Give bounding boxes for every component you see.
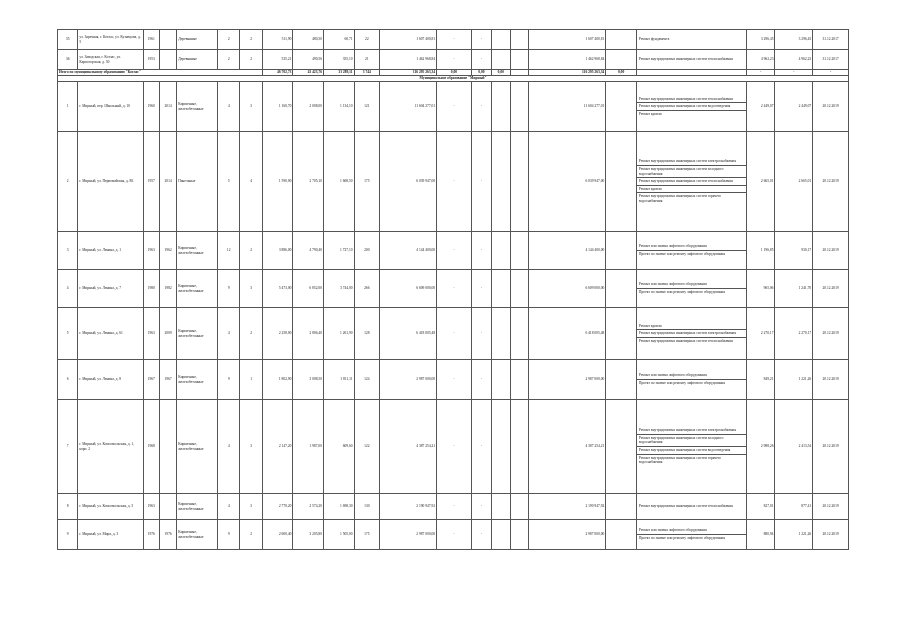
cell-cost: 6 609 000,00 — [380, 270, 437, 308]
cell-date: 20.12.2019 — [813, 270, 849, 308]
cell-no: 7 — [58, 400, 78, 494]
cell-e: 1 — [240, 360, 262, 400]
cell-e: 4 — [240, 132, 262, 232]
works-cell — [636, 50, 746, 70]
cell-f: 9 — [218, 270, 240, 308]
cell-y1: 1976 — [143, 520, 159, 550]
cell-no: 9 — [58, 520, 78, 550]
works-cell — [636, 82, 746, 132]
cell-c3 — [492, 82, 510, 132]
cell-c3 — [492, 50, 510, 70]
cell-c3 — [492, 270, 510, 308]
table-row — [58, 270, 849, 308]
table-row — [58, 494, 849, 520]
work-type: Ремонт внутридомовых инженерных систем водоотведения — [637, 446, 746, 454]
cell-res: 175 — [354, 520, 379, 550]
cell-c6 — [606, 132, 637, 232]
cell-addr: ул. Заводская, г. Котлас, ул. Карпогорская, д. 30 — [78, 50, 143, 70]
cell-res: 128 — [354, 308, 379, 360]
cell-c5: 4 387 254,21 — [528, 400, 605, 494]
cell-cost: 4 387 254,21 — [380, 400, 437, 494]
cell-c1: - — [437, 132, 472, 232]
cell-cost: 11 604 277,01 — [380, 82, 437, 132]
cell-cost: 6 418 005,48 — [380, 308, 437, 360]
total-cost: 116 295 263,34 — [380, 70, 437, 76]
cell-cost: 2 190 947,92 — [380, 494, 437, 520]
cell-a1: 1 590,00 — [262, 132, 293, 232]
work-type: Ремонт внутридомовых инженерных систем горячего водоснабжения — [637, 192, 746, 204]
work-type: Проект по замене или ремонту лифтового оборудования — [637, 379, 746, 387]
cell-c6 — [606, 82, 637, 132]
cell-no: 3 — [58, 232, 78, 270]
cell-no: 8 — [58, 494, 78, 520]
cell-no: 35 — [58, 30, 78, 50]
cell-mat: Кирпичные, железобетонные — [177, 520, 218, 550]
cell-m2: 930,17 — [775, 232, 813, 270]
work-type: Проект по замене или ремонту лифтового оборудования — [637, 250, 746, 258]
cell-e: 3 — [240, 270, 262, 308]
cell-f: 2 — [218, 50, 240, 70]
cell-c3 — [492, 232, 510, 270]
cell-addr: г. Мирный, ул. Комсомольская, д. 1, корп. 2 — [78, 400, 143, 494]
cell-addr: г. Мирный, ул. Комсомольская, д. 5 — [78, 494, 143, 520]
table-row — [58, 232, 849, 270]
cell-e: 2 — [240, 232, 262, 270]
cell-y1: 1960 — [143, 82, 159, 132]
works-cell — [636, 494, 746, 520]
cell-mat: Кирпичные, железобетонные — [177, 308, 218, 360]
cell-addr: г. Мирный, пер. Школьный, д. 10 — [78, 82, 143, 132]
cell-c2: - — [471, 308, 491, 360]
cell-cost: 6 039 947,00 — [380, 132, 437, 232]
cell-m1: 3 296,45 — [746, 30, 775, 50]
cell-a1: 511,90 — [262, 30, 293, 50]
cell-c6 — [606, 520, 637, 550]
cell-c6 — [606, 232, 637, 270]
cell-a3: 1 811,11 — [324, 360, 355, 400]
cell-c2: - — [471, 520, 491, 550]
cell-addr: ул. Заречная, г. Котлас, ул. Кузнецова, д. 5 — [78, 30, 143, 50]
works-cell — [636, 360, 746, 400]
cell-c3 — [492, 520, 510, 550]
cell-m1: 2 270,17 — [746, 308, 775, 360]
cell-y1: 1961 — [143, 30, 159, 50]
cell-addr: г. Мирный, ул. Ленина, д. 61 — [78, 308, 143, 360]
cell-c5: 2 987 000,00 — [528, 360, 605, 400]
cell-y2: 1967 — [159, 360, 176, 400]
cell-res: 130 — [354, 494, 379, 520]
cell-m2: 1 241,70 — [775, 270, 813, 308]
works-cell — [636, 270, 746, 308]
cell-a2: 2 008,00 — [293, 82, 324, 132]
cell-m1: 1 196,85 — [746, 232, 775, 270]
cell-res: 266 — [354, 270, 379, 308]
cell-e: 2 — [240, 30, 262, 50]
cell-c4 — [510, 520, 528, 550]
cell-date: 31.12.2017 — [813, 50, 849, 70]
cell-mat: Кирпичные, железобетонные — [177, 82, 218, 132]
cell-c3 — [492, 30, 510, 50]
cell-c5: 2 190 947,92 — [528, 494, 605, 520]
cell-c2: - — [471, 270, 491, 308]
cell-mat: Кирпичные, железобетонные — [177, 494, 218, 520]
cell-a2: 490,56 — [293, 50, 324, 70]
cell-c6 — [606, 494, 637, 520]
total-label: Итого по муниципальному образованию "Котлас" — [58, 70, 263, 76]
cell-m1: 965,06 — [746, 270, 775, 308]
cell-m1: 827,01 — [746, 494, 775, 520]
cell-c4 — [510, 270, 528, 308]
cell-c1: - — [437, 30, 472, 50]
cell-c3 — [492, 360, 510, 400]
work-type: Проект по замене или ремонту лифтового оборудования — [637, 288, 746, 296]
work-type: Ремонт внутридомовых инженерных систем горячего водоснабжения — [637, 454, 746, 466]
cell-y2 — [159, 30, 176, 50]
cell-f: 12 — [218, 232, 240, 270]
cell-m1: 849,21 — [746, 360, 775, 400]
cell-c6 — [606, 270, 637, 308]
cell-m2: 1 221,26 — [775, 360, 813, 400]
work-type: Ремонт внутридомовых инженерных систем электроснабжения — [637, 329, 746, 337]
cell-res: 175 — [354, 132, 379, 232]
work-type: Проект по замене или ремонту лифтового оборудования — [637, 534, 746, 542]
cell-c5: 4 144 400,00 — [528, 232, 605, 270]
cell-y1: 1980 — [143, 270, 159, 308]
works-cell — [636, 308, 746, 360]
table-row — [58, 82, 849, 132]
cell-c3 — [492, 400, 510, 494]
cell-a1: 2 258,00 — [262, 308, 293, 360]
total-date: - — [813, 70, 849, 76]
cell-date: 20.12.2019 — [813, 232, 849, 270]
cell-e: 3 — [240, 494, 262, 520]
cell-a1: 2 147,20 — [262, 400, 293, 494]
cell-no: 6 — [58, 360, 78, 400]
total-c2: 0,00 — [471, 70, 491, 76]
cell-date: 20.12.2019 — [813, 82, 849, 132]
cell-a2: 1 987,00 — [293, 400, 324, 494]
cell-c1: - — [437, 308, 472, 360]
cell-c1: - — [437, 82, 472, 132]
cell-y2: 2014 — [159, 132, 176, 232]
cell-c1: - — [437, 520, 472, 550]
table-row — [58, 360, 849, 400]
works-cell — [636, 400, 746, 494]
cell-c4 — [510, 82, 528, 132]
cell-c2: - — [471, 400, 491, 494]
cell-cost: 2 987 000,00 — [380, 360, 437, 400]
total-a3: 33 289,11 — [324, 70, 355, 76]
cell-c3 — [492, 308, 510, 360]
cell-c2: - — [471, 132, 491, 232]
cell-c5: 2 987 000,00 — [528, 520, 605, 550]
cell-res: 22 — [354, 30, 379, 50]
cell-mat: Кирпичные, железобетонные — [177, 270, 218, 308]
cell-res: 21 — [354, 50, 379, 70]
work-type: Ремонт внутридомовых инженерных систем теплоснабжения — [637, 337, 746, 345]
cell-c4 — [510, 308, 528, 360]
cell-y2: 2009 — [159, 308, 176, 360]
work-type: Ремонт внутридомовых инженерных систем теплоснабжения — [638, 504, 733, 509]
work-type: Ремонт внутридомовых инженерных систем теплоснабжения — [638, 57, 733, 62]
cell-addr: г. Мирный, ул. Первомайская, д. 8Б — [78, 132, 143, 232]
cell-c5: 11 604 277,01 — [528, 82, 605, 132]
total-c1: 0,00 — [437, 70, 472, 76]
cell-c1: - — [437, 360, 472, 400]
cell-c6 — [606, 50, 637, 70]
cell-e: 2 — [240, 50, 262, 70]
table-body — [58, 30, 849, 550]
work-type: Ремонт фундамента — [638, 37, 670, 42]
cell-c4 — [510, 360, 528, 400]
cell-c4 — [510, 50, 528, 70]
cell-c3 — [492, 132, 510, 232]
cell-a2: 2 806,40 — [293, 308, 324, 360]
cell-a1: 2 600,40 — [262, 520, 293, 550]
cell-no: 36 — [58, 50, 78, 70]
cell-date: 20.12.2019 — [813, 308, 849, 360]
cell-a3: 609,60 — [324, 400, 355, 494]
cell-a3: 1 727,10 — [324, 232, 355, 270]
cell-mat: Деревянные — [177, 50, 218, 70]
total-c5: 116 295 263,34 — [528, 70, 605, 76]
cell-c1: - — [437, 270, 472, 308]
cell-res: 200 — [354, 232, 379, 270]
cell-c6 — [606, 360, 637, 400]
cell-date: 20.12.2019 — [813, 132, 849, 232]
cell-a2: 6 852,00 — [293, 270, 324, 308]
cell-c6 — [606, 308, 637, 360]
cell-c5: 6 418 005,48 — [528, 308, 605, 360]
cell-cost: 1 607 400,81 — [380, 30, 437, 50]
cell-m2: 2 413,54 — [775, 400, 813, 494]
cell-addr: г. Мирный, ул. Ленина, д. 8 — [78, 360, 143, 400]
cell-e: 2 — [240, 520, 262, 550]
work-type: Ремонт внутридомовых инженерных систем электроснабжения — [638, 159, 737, 164]
cell-a1: 1 802,90 — [262, 360, 293, 400]
cell-c6 — [606, 30, 637, 50]
cell-m2: 2 270,17 — [775, 308, 813, 360]
work-type: Ремонт внутридомовых инженерных систем водоотведения — [637, 102, 746, 110]
cell-c4 — [510, 494, 528, 520]
cell-mat: Кирпичные, железобетонные — [177, 360, 218, 400]
cell-a3: 1 698,30 — [324, 494, 355, 520]
cell-c4 — [510, 132, 528, 232]
cell-a3: 1 261,90 — [324, 308, 355, 360]
cell-c4 — [510, 232, 528, 270]
works-cell — [636, 132, 746, 232]
cell-no: 1 — [58, 82, 78, 132]
cell-a1: 2 770,20 — [262, 494, 293, 520]
cell-y2 — [159, 50, 176, 70]
work-type: Ремонт внутридомовых инженерных систем холодного водоснабжения — [637, 434, 746, 446]
cell-m1: 2 665,01 — [746, 132, 775, 232]
work-type: Ремонт кровли — [637, 185, 746, 193]
cell-f: 2 — [218, 30, 240, 50]
cell-no: 5 — [58, 308, 78, 360]
cell-a3: 355,10 — [324, 50, 355, 70]
cell-date: 20.12.2019 — [813, 494, 849, 520]
table-row — [58, 132, 849, 232]
cell-m2: 877,41 — [775, 494, 813, 520]
cell-c5: 1 462 968,84 — [528, 50, 605, 70]
cell-y1: 1963 — [143, 494, 159, 520]
work-type: Ремонт внутридомовых инженерных систем теплоснабжения — [638, 96, 733, 101]
cell-c2: - — [471, 30, 491, 50]
total-a1: 46 702,73 — [262, 70, 293, 76]
cell-c3 — [492, 494, 510, 520]
cell-date: 31.12.2017 — [813, 30, 849, 50]
total-res: 3 744 — [354, 70, 379, 76]
cell-c2: - — [471, 232, 491, 270]
cell-c4 — [510, 400, 528, 494]
work-type: Ремонт или замена лифтового оборудования — [638, 528, 707, 533]
cell-e: 3 — [240, 82, 262, 132]
cell-c5: 6 039 947,00 — [528, 132, 605, 232]
cell-cost: 2 987 000,00 — [380, 520, 437, 550]
cell-a3: 1 505,00 — [324, 520, 355, 550]
cell-cost: 1 462 968,84 — [380, 50, 437, 70]
cell-a3: 1 134,10 — [324, 82, 355, 132]
cell-c1: - — [437, 232, 472, 270]
cell-f: 5 — [218, 132, 240, 232]
cell-date: 20.12.2019 — [813, 360, 849, 400]
cell-m2: 2 665,01 — [775, 132, 813, 232]
cell-y2 — [159, 400, 176, 494]
cell-a2: 4 790,40 — [293, 232, 324, 270]
cell-a2: 3 008,50 — [293, 360, 324, 400]
total-c3: 0,00 — [492, 70, 510, 76]
works-cell — [636, 30, 746, 50]
cell-y2: 1962 — [159, 232, 176, 270]
cell-y2: 1982 — [159, 270, 176, 308]
cell-f: 4 — [218, 82, 240, 132]
work-type: Ремонт внутридомовых инженерных систем электроснабжения — [638, 428, 737, 433]
cell-y1: 1968 — [143, 400, 159, 494]
cell-f: 4 — [218, 400, 240, 494]
cell-mat: Панельные — [177, 132, 218, 232]
cell-m2: 1 221,26 — [775, 520, 813, 550]
cell-c1: - — [437, 494, 472, 520]
cell-y1: 1963 — [143, 232, 159, 270]
cell-no: 4 — [58, 270, 78, 308]
table-row — [58, 520, 849, 550]
cell-addr: г. Мирный, ул. Ленина, д. 1 — [78, 232, 143, 270]
cell-y2: 2014 — [159, 82, 176, 132]
cell-mat: Деревянные — [177, 30, 218, 50]
cell-y1: 1953 — [143, 50, 159, 70]
cell-c5: 6 609 000,00 — [528, 270, 605, 308]
cell-y1: 1963 — [143, 308, 159, 360]
cell-no: 2 — [58, 132, 78, 232]
cell-c2: - — [471, 360, 491, 400]
cell-a1: 1 160,70 — [262, 82, 293, 132]
work-type: Ремонт внутридомовых инженерных систем теплоснабжения — [637, 177, 746, 185]
cell-m1: 4 962,23 — [746, 50, 775, 70]
cell-m2: 2 449,07 — [775, 82, 813, 132]
section-title: Муниципальное образование "Мирный" — [58, 76, 849, 82]
cell-m2: 4 962,23 — [775, 50, 813, 70]
works-cell — [636, 232, 746, 270]
cell-f: 9 — [218, 520, 240, 550]
cell-a2: 2 705,10 — [293, 132, 324, 232]
cell-res: 122 — [354, 400, 379, 494]
cell-y2 — [159, 494, 176, 520]
cell-y1: 1957 — [143, 132, 159, 232]
cell-c4 — [510, 30, 528, 50]
cell-a1: 535,21 — [262, 50, 293, 70]
work-type: Ремонт или замена лифтового оборудования — [638, 282, 707, 287]
cell-date: 20.12.2019 — [813, 520, 849, 550]
cell-m1: 2 449,07 — [746, 82, 775, 132]
works-cell — [636, 520, 746, 550]
work-type: Ремонт или замена лифтового оборудования — [638, 244, 707, 249]
cell-y2: 1976 — [159, 520, 176, 550]
cell-date: 20.12.2019 — [813, 400, 849, 494]
cell-addr: г. Мирный, ул. Мира, д. 3 — [78, 520, 143, 550]
total-m2: - — [775, 70, 813, 76]
cell-y1: 1967 — [143, 360, 159, 400]
cell-m1: 880,94 — [746, 520, 775, 550]
table-row — [58, 30, 849, 50]
cell-f: 9 — [218, 360, 240, 400]
table-row — [58, 400, 849, 494]
cell-addr: г. Мирный, ул. Ленина, д. 7 — [78, 270, 143, 308]
cell-c1: - — [437, 400, 472, 494]
cell-a2: 2 574,20 — [293, 494, 324, 520]
cell-m1: 2 988,26 — [746, 400, 775, 494]
cell-res: 124 — [354, 360, 379, 400]
cell-mat: Кирпичные, железобетонные — [177, 400, 218, 494]
cell-f: 4 — [218, 494, 240, 520]
total-a2: 43 423,76 — [293, 70, 324, 76]
cell-c5: 1 607 400,81 — [528, 30, 605, 50]
cell-e: 3 — [240, 400, 262, 494]
work-type: Ремонт кровли — [637, 110, 746, 118]
register-sheet — [57, 29, 849, 550]
cell-a3: 1 668,50 — [324, 132, 355, 232]
cell-c2: - — [471, 494, 491, 520]
cell-a1: 3 886,00 — [262, 232, 293, 270]
work-type: Ремонт кровли — [638, 323, 662, 328]
table-row — [58, 308, 849, 360]
cell-m2: 3 296,45 — [775, 30, 813, 50]
cell-res: 121 — [354, 82, 379, 132]
cell-cost: 4 144 400,00 — [380, 232, 437, 270]
cell-c2: - — [471, 50, 491, 70]
cell-c6 — [606, 400, 637, 494]
work-type: Ремонт или замена лифтового оборудования — [638, 373, 707, 378]
cell-e: 2 — [240, 308, 262, 360]
cell-a2: 3 205,80 — [293, 520, 324, 550]
cell-c1: - — [437, 50, 472, 70]
capital-repair-table — [57, 29, 849, 550]
cell-mat: Кирпичные, железобетонные — [177, 232, 218, 270]
total-c6: 0,00 — [606, 70, 637, 76]
cell-a2: 480,50 — [293, 30, 324, 50]
cell-a3: 60,71 — [324, 30, 355, 50]
work-type: Ремонт внутридомовых инженерных систем холодного водоснабжения — [637, 165, 746, 177]
table-row — [58, 50, 849, 70]
cell-a3: 3 744,00 — [324, 270, 355, 308]
cell-c2: - — [471, 82, 491, 132]
cell-f: 4 — [218, 308, 240, 360]
total-m1: - — [746, 70, 775, 76]
cell-a1: 5 473,00 — [262, 270, 293, 308]
